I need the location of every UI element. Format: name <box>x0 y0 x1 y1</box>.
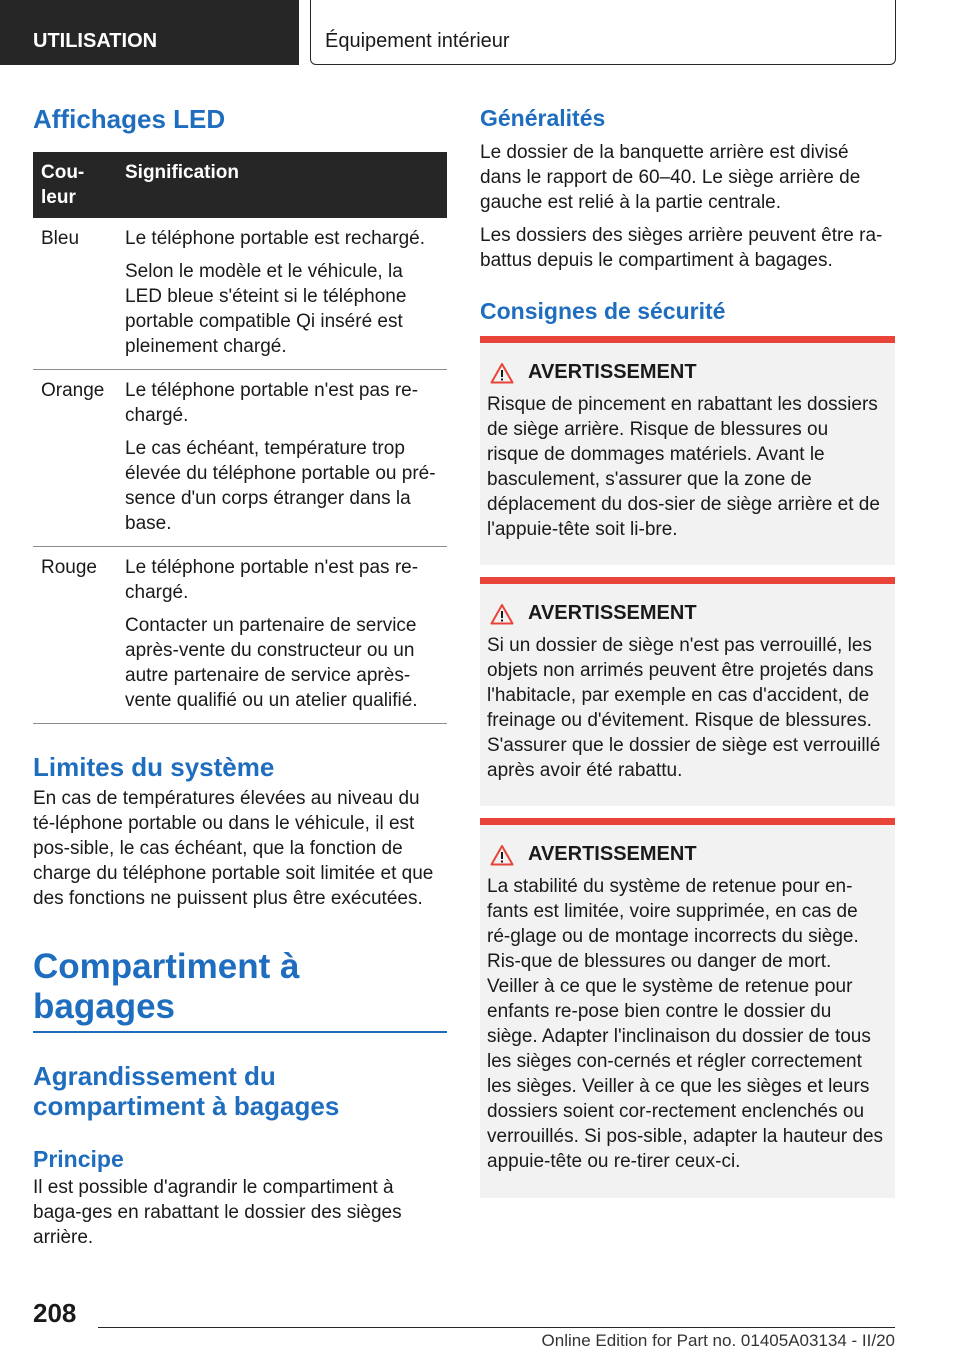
header-chapter <box>310 0 896 65</box>
table-row <box>33 218 447 370</box>
footer-edition: Online Edition for Part no. 01405A03134 - II/20 <box>541 1331 895 1350</box>
row-line: Selon le modèle et le véhicule, la LED bleue s'éteint si le téléphone portable compatible Qi inséré est pleinement chargé. <box>125 261 407 357</box>
right-column <box>480 104 895 325</box>
table-row <box>33 547 447 724</box>
row-color: Rouge <box>33 547 117 724</box>
row-meaning <box>117 370 447 547</box>
warning-triangle-icon <box>490 844 514 866</box>
row-meaning <box>117 547 447 724</box>
limits-text: En cas de températures élevées au niveau du té-léphone portable ou dans le véhicule, il est pos-sible, le cas échéant, que la fonction de charge du téléphone portable soit limitée et que des fonctions ne puissent plus être exécutées. <box>33 788 434 909</box>
compartment-title: Compartiment à bagages <box>33 947 300 1026</box>
col-color-header: Cou- leur <box>33 152 117 218</box>
row-color: Orange <box>33 370 117 547</box>
warning-box-3 <box>480 818 895 1198</box>
row-line: Contacter un partenaire de service après-vente du constructeur ou un autre partenaire de service après-vente qualifié ou un atelier qualifié. <box>125 615 418 711</box>
principle-title: Principe <box>33 1146 124 1172</box>
warning-title: AVERTISSEMENT <box>528 843 697 865</box>
row-color: Bleu <box>33 218 117 370</box>
led-table-header <box>33 152 447 218</box>
header-section-label: UTILISATION <box>33 30 158 52</box>
row-line: Le cas échéant, température trop élevée du téléphone portable ou pré-sence d'un corps étranger dans la base. <box>125 438 436 534</box>
row-line: Le téléphone portable est rechargé. <box>125 228 425 249</box>
warning-triangle-icon <box>490 362 514 384</box>
warning-title: AVERTISSEMENT <box>528 361 697 383</box>
warning-box-1 <box>480 336 895 565</box>
general-p1: Le dossier de la banquette arrière est divisé dans le rapport de 60–40. Le siège arrière de gauche est relié à la partie centrale. <box>480 142 861 213</box>
warning-title: AVERTISSEMENT <box>528 602 697 624</box>
warning-text: La stabilité du système de retenue pour en-fants est limitée, voire supprimée, en cas de ré-glage ou de montage incorrects du siège. Ris-que de blessures ou danger de mort. Veiller à ce que le système de retenue pour enfants re-pose bien contre le dossier du siège. Adapter l'inclinaison du dossier de tous les sièges con-cernés et régler correctement les sièges. Veiller à ce que les sièges et leurs dossiers soient cor-rectement enclenchés ou verrouillés. Si pos-sible, adapter la hauteur des appuie-tête ou re-tirer ceux-ci. <box>487 876 884 1172</box>
table-row <box>33 370 447 547</box>
col-meaning-header: Signification <box>117 152 447 218</box>
header-chapter-label: Équipement intérieur <box>325 30 510 52</box>
enlarge-title: Agrandissement du compartiment à bagages <box>33 1061 340 1121</box>
compartment-rule <box>33 1031 447 1033</box>
row-meaning <box>117 218 447 370</box>
general-title: Généralités <box>480 105 606 131</box>
row-line: Le téléphone portable n'est pas re-chargé. <box>125 380 419 426</box>
warning-triangle-icon <box>490 603 514 625</box>
warning-text: Risque de pincement en rabattant les dossiers de siège arrière. Risque de blessures ou risque de dommages matériels. Avant le basculement, s'assurer que la zone de déplacement du dos-sier de siège arrière et de l'appuie-tête soit li-bre. <box>487 394 880 540</box>
header-section <box>0 0 299 65</box>
general-p2: Les dossiers des sièges arrière peuvent être ra-battus depuis le compartiment à bagages. <box>480 225 883 271</box>
row-line: Le téléphone portable n'est pas re-chargé. <box>125 557 419 603</box>
warning-box-2 <box>480 577 895 806</box>
led-table <box>33 152 447 724</box>
led-title: Affichages LED <box>33 104 226 134</box>
safety-title: Consignes de sécurité <box>480 298 726 324</box>
page-number: 208 <box>33 1298 77 1328</box>
warning-text: Si un dossier de siège n'est pas verrouillé, les objets non arrimés peuvent être projetés dans l'habitacle, par exemple en cas d'accident, de freinage ou d'évitement. Risque de blessures. S'assurer que le dossier de siège est verrouillé après avoir été rabattu. <box>487 635 881 781</box>
footer-rule <box>98 1327 895 1328</box>
principle-text: Il est possible d'agrandir le compartiment à baga-ges en rabattant le dossier des sièges arrière. <box>33 1177 402 1248</box>
left-column <box>33 104 447 1250</box>
limits-title: Limites du système <box>33 752 275 782</box>
